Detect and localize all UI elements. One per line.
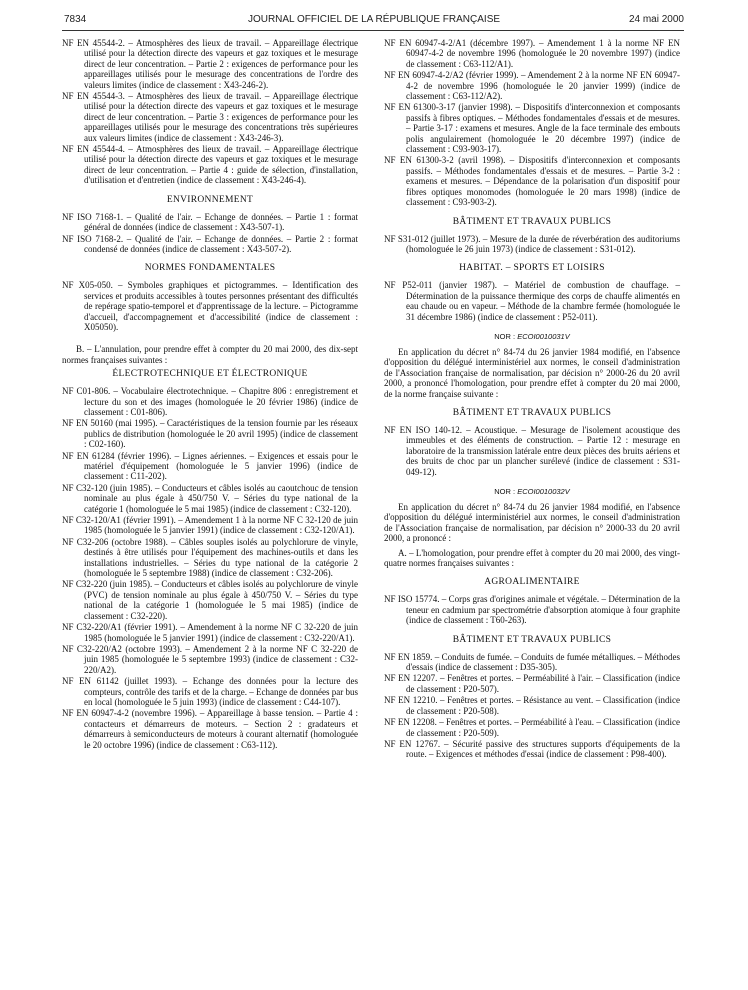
standard-entry: NF ISO 7168-2. – Qualité de l'air. – Echange de données. – Partie 2 : format condensé de données (indice de classement : X43-507-2).	[62, 233, 358, 254]
nor-code: ECOI0010032V	[517, 487, 570, 496]
section-heading: NORMES FONDAMENTALES	[144, 263, 276, 274]
page-header	[0, 6, 748, 28]
entry-group	[384, 280, 680, 322]
standard-entry: NF EN 1859. – Conduits de fumée. – Conduits de fumée métalliques. – Méthodes d'essais (indice de classement : D35-305).	[384, 651, 680, 673]
standard-entry: NF EN 12208. – Fenêtres et portes. – Perméabilité à l'eau. – Classification (indice de classement : P20-509).	[384, 717, 680, 738]
standard-entry: NF EN 12210. – Fenêtres et portes. – Résistance au vent. – Classification (indice de classement : P20-508).	[384, 695, 680, 716]
page-number: 7834	[64, 14, 87, 25]
journal-title: JOURNAL OFFICIEL DE LA RÉPUBLIQUE FRANÇAISE	[247, 14, 501, 25]
standard-entry: NF EN 60947-4-2/A1 (décembre 1997). – Amendement 1 à la norme NF EN 60947-4-2 de novembre 1996 (homologuée le 20 novembre 1997) (indice de classement : C63-112/A1).	[384, 38, 680, 69]
standard-entry: NF C01-806. – Vocabulaire électrotechnique. – Chapitre 806 : enregistrement et lecture du son et des images (homologuée le 20 février 1986) (indice de classement : C01-806).	[62, 386, 358, 417]
standard-entry: NF EN 45544-3. – Atmosphères des lieux de travail. – Appareillage électrique utilisé pour la détection directe des vapeurs et gaz toxiques et le mesurage direct de leur concentration. – Partie 3 : exigences de performance pour les appareillages utilisés pour le mesurage des concentrations très supérieures aux valeurs limites (indice de classement : X43-246-3).	[62, 91, 358, 143]
standard-entry: NF C32-120 (juin 1985). – Conducteurs et câbles isolés au caoutchouc de tension nominale au plus égale à 450/750 V. – Séries du type national de la catégorie 1 (homologuée le 5 mai 1985) (indice de classement : C32-120).	[62, 482, 358, 514]
standard-entry: NF EN ISO 140-12. – Acoustique. – Mesurage de l'isolement acoustique des immeubles et des éléments de construction. – Partie 12 : mesurage en laboratoire de la transmission latérale entre deux pièces des bruits aériens et des bruits de choc par un plancher surélevé (indice de classement : S31-049-12).	[384, 424, 680, 477]
decree-paragraph: En application du décret n° 84-74 du 26 janvier 1984 modifié, en l'absence d'opposition du délégué interministériel aux normes, le conseil d'administration de l'Association française de normalisation, par décision n° 2000-33 du 20 avril 2000, a prononcé :	[384, 502, 680, 544]
nor-prefix: NOR :	[494, 331, 516, 341]
entry-group	[384, 38, 680, 208]
entry-group	[384, 594, 680, 625]
standard-entry: NF C32-220/A1 (février 1991). – Amendement à la norme NF C 32-220 de juin 1985 (homologuée le 5 janvier 1991) (indice de classement : C32-220/A1).	[62, 622, 358, 643]
homologation-paragraph: A. – L'homologation, pour prendre effet à compter du 20 mai 2000, des vingt-quatre normes françaises suivantes :	[384, 547, 680, 569]
section-heading: ENVIRONNEMENT	[166, 194, 254, 205]
standard-entry: NF X05-050. – Symboles graphiques et pictogrammes. – Identification des services et produits accessibles à toutes personnes présentant des difficultés de repérage spatio-temporel et d'apprentissage de la lecture. – Pictogramme d'accueil, d'accompagnement et d'accessibilité (indice de classement : X05050).	[62, 280, 358, 332]
standard-entry: NF EN 60947-4-2/A2 (février 1999). – Amendement 2 à la norme NF EN 60947-4-2 de novembre 1996 (homologuée le 20 janvier 1999) (indice de classement : C63-112/A2).	[384, 70, 680, 102]
entry-group	[62, 280, 358, 332]
nor-reference	[384, 487, 680, 496]
section-heading: AGROALIMENTAIRE	[484, 577, 580, 588]
entry-group	[62, 386, 358, 750]
header-rule	[62, 30, 684, 31]
left-column	[62, 38, 358, 751]
nor-reference	[384, 332, 680, 341]
standard-entry: NF EN 45544-4. – Atmosphères des lieux de travail. – Appareillage électrique utilisé pour la détection directe des vapeurs et gaz toxiques et le mesurage direct de leur concentration. – Partie 4 : guide de sélection, d'installation, d'utilisation et d'entretien (indice de classement : X43-246-4).	[62, 144, 358, 186]
standard-entry: NF EN 61300-3-17 (janvier 1998). – Dispositifs d'interconnexion et composants passifs à fibres optiques. – Méthodes fondamentales d'essais et de mesures. – Partie 3-17 : examens et mesures. Angle de la face terminale des embouts polis angulairement (homologuée le 20 décembre 1997) (indice de classement : C93-903-17).	[384, 102, 680, 155]
standard-entry: NF C32-206 (octobre 1988). – Câbles souples isolés au polychlorure de vinyle, destinés à être utilisés pour l'équipement des machines-outils et dans les installations industrielles. – Séries du type national de la catégorie 2 (homologuée le 5 septembre 1988) (indice de classement : C32-206).	[62, 536, 358, 579]
issue-date: 24 mai 2000	[628, 14, 684, 25]
standard-entry: NF EN 12767. – Sécurité passive des structures supports d'équipements de la route. – Exigences et méthodes d'essai (indice de classement : P98-400).	[384, 738, 680, 760]
entry-group	[384, 425, 680, 477]
section-heading: ÉLECTROTECHNIQUE ET ÉLECTRONIQUE	[112, 369, 308, 380]
entry-group	[62, 212, 358, 255]
standard-entry: NF EN 12207. – Fenêtres et portes. – Perméabilité à l'air. – Classification (indice de classement : P20-507).	[384, 673, 680, 694]
standard-entry: NF C32-220/A2 (octobre 1993). – Amendement 2 à la norme NF C 32-220 de juin 1985 (homologuée le 5 septembre 1993) (indice de classement : C32-220/A2).	[62, 643, 358, 675]
section-heading: BÂTIMENT ET TRAVAUX PUBLICS	[452, 216, 612, 227]
entry-group	[384, 234, 680, 255]
nor-code: ECOI0010031V	[517, 331, 570, 341]
entry-group	[384, 652, 680, 760]
standard-entry: NF C32-220 (juin 1985). – Conducteurs et câbles isolés au polychlorure de vinyle (PVC) de tension nominale au plus égale à 450/750 V. – Séries du type national de la catégorie 1 (homologuée le 5 mai 1985) (indice de classement : C32-220).	[62, 579, 358, 621]
standard-entry: NF P52-011 (janvier 1987). – Matériel de combustion de chauffage. – Détermination de la puissance thermique des corps de chauffe alimentés en eau chaude ou en vapeur. – Méthode de la chambre fermée (homologuée le 31 décembre 1986) (indice de classement : P52-011).	[384, 280, 680, 322]
standard-entry: NF EN 61142 (juillet 1993). – Echange des données pour la lecture des compteurs, contrôle des tarifs et de la charge. – Echange de données par bus en local (homologuée le 5 juin 1993) (indice de classement : C44-107).	[62, 676, 358, 707]
standard-entry: NF C32-120/A1 (février 1991). – Amendement 1 à la norme NF C 32-120 de juin 1985 (homologuée le 5 janvier 1991) (indice de classement : C32-120/A1).	[62, 515, 358, 536]
standard-entry: NF ISO 7168-1. – Qualité de l'air. – Echange de données. – Partie 1 : format général de données (indice de classement : X43-507-1).	[62, 211, 358, 233]
standard-entry: NF EN 60947-4-2 (novembre 1996). – Appareillage à basse tension. – Partie 4 : contacteurs et démarreurs de moteurs. – Section 2 : gradateurs et démarreurs à semiconducteurs de moteurs à courant alternatif (homologuée le 20 octobre 1996) (indice de classement : C63-112).	[62, 708, 358, 750]
section-heading: HABITAT. – SPORTS ET LOISIRS	[459, 263, 605, 274]
standard-entry: NF ISO 15774. – Corps gras d'origines animale et végétale. – Détermination de la teneur en cadmium par spectrométrie d'absorption atomique à four graphite (indice de classement : T60-263).	[384, 594, 680, 626]
entry-group	[62, 38, 358, 186]
right-column	[384, 38, 680, 761]
standard-entry: NF EN 45544-2. – Atmosphères des lieux de travail. – Appareillage électrique utilisé pour la détection directe des vapeurs et gaz toxiques et le mesurage direct de leur concentration. – Partie 2 : exigences de performance pour les appareillages utilisés pour le mesurage des concentrations de l'ordre des valeurs limites (indice de classement : X43-246-2).	[62, 38, 358, 90]
annulation-paragraph: B. – L'annulation, pour prendre effet à compter du 20 mai 2000, des dix-sept normes françaises suivantes :	[62, 344, 358, 365]
nor-prefix: NOR :	[494, 487, 516, 496]
decree-paragraph: En application du décret n° 84-74 du 26 janvier 1984 modifié, en l'absence d'opposition du délégué interministériel aux normes, le conseil d'administration de l'Association française de normalisation, par décision n° 2000-26 du 20 avril 2000, a prononcé l'homologation, pour prendre effet à compter du 20 mai 2000, de la norme française suivante :	[384, 346, 680, 399]
section-heading: BÂTIMENT ET TRAVAUX PUBLICS	[452, 407, 612, 418]
standard-entry: NF EN 61284 (février 1996). – Lignes aériennes. – Exigences et essais pour le matériel d'équipement (homologuée le 5 janvier 1996) (indice de classement : C11-202).	[62, 450, 358, 482]
standard-entry: NF EN 50160 (mai 1995). – Caractéristiques de la tension fournie par les réseaux publics de distribution (homologuée le 20 avril 1995) (indice de classement : C02-160).	[62, 418, 358, 450]
section-heading: BÂTIMENT ET TRAVAUX PUBLICS	[452, 634, 612, 645]
standard-entry: NF EN 61300-3-2 (avril 1998). – Dispositifs d'interconnexion et composants passifs. – Méthodes fondamentales d'essais et de mesures. – Partie 3-2 : examens et mesures. – Dépendance de la polarisation d'un dispositif pour fibres optiques monomodes (homologuée le 20 mars 1998) (indice de classement : C93-903-2).	[384, 155, 680, 208]
standard-entry: NF S31-012 (juillet 1973). – Mesure de la durée de réverbération des auditoriums (homologuée le 26 juin 1973) (indice de classement : S31-012).	[384, 233, 680, 254]
